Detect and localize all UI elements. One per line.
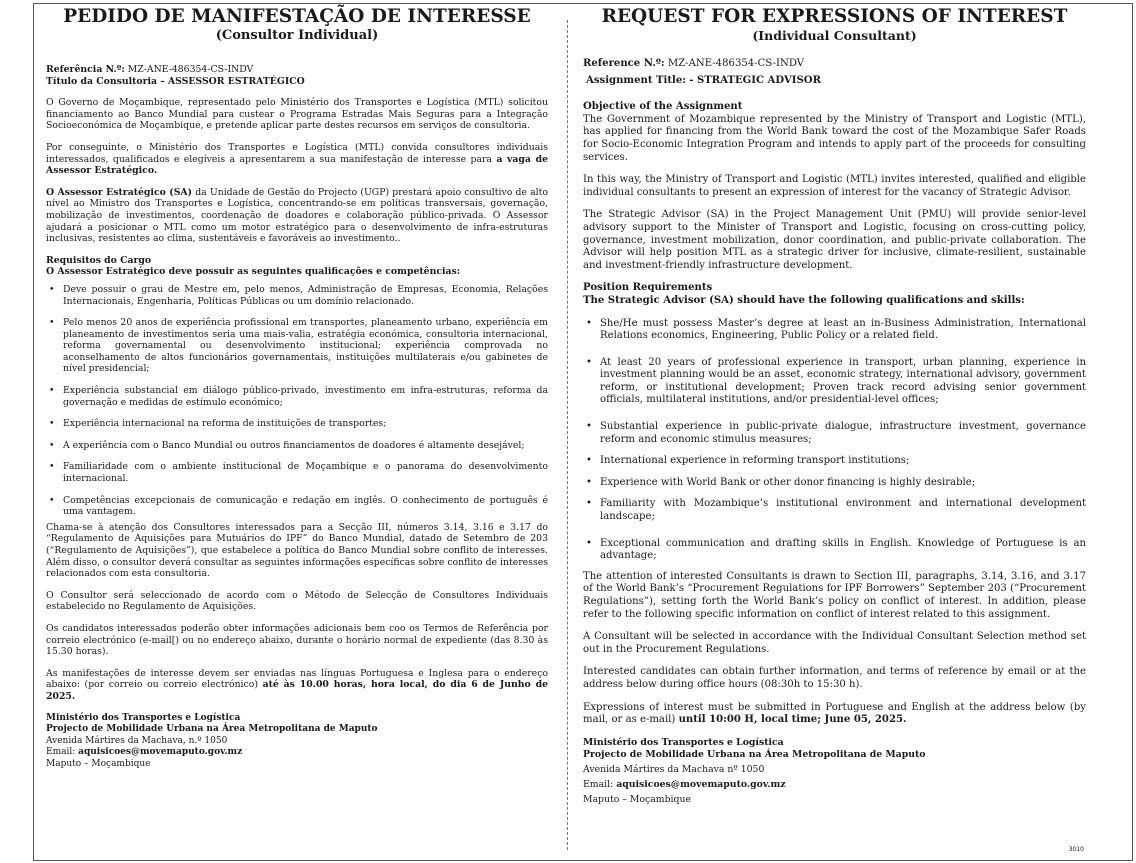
list-item: • She/He must possess Master’s degree at least an in-Business Administration, International Relations economics, Engineering, Public Policy or a related field.	[583, 318, 1086, 343]
portuguese-column	[46, 6, 548, 770]
pt-title: PEDIDO DE MANIFESTAÇÃO DE INTERESSE	[63, 6, 531, 27]
en-requirements-list	[583, 318, 1086, 563]
en-reference: Reference N.º: MZ-ANE-486354-CS-INDV	[583, 58, 805, 69]
en-assignment-title: Assignment Title: - STRATEGIC ADVISOR	[586, 74, 821, 86]
list-item: • Exceptional communication and drafting skills in English. Knowledge of Portuguese is an advantage;	[583, 538, 1086, 563]
list-item: • Competências excepcionais de comunicação e redação em inglês. O conhecimento de português é uma vantagem.	[46, 495, 548, 518]
en-paragraph-4: The attention of interested Consultants is drawn to Section III, paragraphs, 3.14, 3.16, and 3.17 of the World Bank’s “Procurement Regulations for IPF Borrowers” September 203 (“Procurement Regulations”), setting forth the World Bank’s policy on conflict of interest. In addition, please refer to the following specific information on conflict of interest related to this assignment.	[583, 570, 1086, 620]
list-item: • Pelo menos 20 anos de experiência profissional em transportes, planeamento urbano, experiência em planeamento de investimentos seria uma mais-valia, estratégia económica, consultoria internacional, reforma governamental ou desenvolvimento institucional; experiência comprovada no aconselhamento de altos funcionários governamentais, instituições multilaterais e/ou gabinetes de nível presidencial;	[46, 317, 548, 375]
pt-consult-title: Título da Consultoria – ASSESSOR ESTRATÉGICO	[46, 75, 305, 87]
en-paragraph-5: A Consultant will be selected in accordance with the Individual Consultant Selection method set out in the Procurement Regulations.	[583, 631, 1086, 655]
pt-signature-block: Ministério dos Transportes e Logística Projecto de Mobilidade Urbana na Área Metropolitana de Maputo Avenida Mártires da Machava, n.º 1050 Email: aquisicoes@movemaputo.gov.mz Maputo – Moçambique	[46, 712, 378, 769]
en-paragraph-1: The Government of Mozambique represented by the Ministry of Transport and Logistic (MTL), has applied for financing from the World Bank toward the cost of the Mozambique Safer Roads for Socio-Economic Integration Program and intends to apply part of the proceeds for consulting services.	[583, 113, 1086, 163]
list-item: • International experience in reforming transport institutions;	[583, 455, 1086, 468]
list-item: • Familiaridade com o ambiente institucional de Moçambique e o panorama do desenvolvimento internacional.	[46, 461, 548, 484]
pt-subtitle: (Consultor Individual)	[215, 28, 379, 43]
pt-paragraph-5: O Consultor será seleccionado de acordo com o Método de Selecção de Consultores Individuais estabelecido no Regulamento de Aquisições.	[46, 589, 548, 613]
en-subtitle: (Individual Consultant)	[752, 28, 917, 43]
list-item: • Experiência substancial em diálogo público-privado, investimento em infra-estruturas, reforma da governação e medidas de estímulo económico;	[46, 385, 548, 408]
en-paragraph-7: Expressions of interest must be submitted in Portuguese and English at the address below (by mail, or as e-mail) until 10:00 H, local time; June 05, 2025.	[583, 701, 1086, 726]
en-requirements-heading: Position Requirements	[583, 282, 713, 294]
column-divider	[567, 20, 568, 850]
en-title: REQUEST FOR EXPRESSIONS OF INTEREST	[601, 6, 1068, 27]
en-paragraph-3: The Strategic Advisor (SA) in the Project Management Unit (PMU) will provide senior-level advisory support to the Minister of Transport and Logistic, focusing on cross-cutting policy, governance, investment mobilization, donor coordination, and public-private collaboration. The Advisor will help position MTL as a strategic driver for inclusive, climate-resilient, sustainable and investment-friendly infrastructure development.	[583, 209, 1086, 271]
list-item: • A experiência com o Banco Mundial ou outros financiamentos de doadores é altamente desejável;	[46, 440, 548, 452]
list-item: • Familiarity with Mozambique’s institutional environment and international development landscape;	[583, 498, 1086, 523]
pt-reference: Referência N.º: MZ-ANE-486354-CS-INDV	[46, 64, 254, 75]
pt-paragraph-7: As manifestações de interesse devem ser enviadas nas línguas Portuguesa e Inglesa para o endereço abaixo: (por correio ou correio electrónico) até às 10.00 horas, hora local, do dia 6 de Junho de 2025.	[46, 667, 548, 702]
pt-requirements-list	[46, 284, 548, 518]
english-column	[583, 6, 1086, 806]
en-paragraph-2: In this way, the Ministry of Transport and Logistic (MTL) invites interested, qualified and eligible individual consultants to present an expression of interest for the vacancy of Strategic Advisor.	[583, 174, 1086, 198]
en-paragraph-6: Interested candidates can obtain further information, and terms of reference by email or at the address below during office hours (08:30h to 15:30 h).	[583, 666, 1086, 690]
pt-paragraph-6: Os candidatos interessados poderão obter informações adicionais bem coo os Termos de Referência por correio electrónico (e-mail[) ou no endereço abaixo, durante o horário normal de expediente (das 8.30 às 15.30 horas).	[46, 622, 548, 658]
list-item: • Deve possuir o grau de Mestre em, pelo menos, Administração de Empresas, Economia, Relações Internacionais, Engenharia, Políticas Públicas ou um domínio relacionado.	[46, 284, 548, 307]
pt-paragraph-4: Chama-se à atenção dos Consultores interessados para a Secção III, números 3.14, 3.16 e 3.17 do “Regulamento de Aquisições para Mutuários do IPF” do Banco Mundial, datado de Setembro de 203 (“Regulamento de Aquisições”), que estabelece a política do Banco Mundial sobre conflito de interesses. Além disso, o consultor deverá consultar as seguintes informações específicas sobre conflito de interesses relacionados com esta consultoria.	[46, 521, 548, 580]
list-item: • At least 20 years of professional experience in transport, urban planning, experience in investment planning would be an asset, economic strategy, international advisory, government reform, or institutional development; Proven track record advising senior government officials, multilateral institutions, and/or presidential-level offices;	[583, 357, 1086, 407]
pt-paragraph-2: Por conseguinte, o Ministério dos Transportes e Logística (MTL) convida consultores individuais interessados, qualificados e elegíveis a apresentarem a sua manifestação de interesse para a vaga de Assessor Estratégico.	[46, 141, 548, 177]
pt-requirements-heading: Requisitos do Cargo	[46, 254, 152, 266]
en-requirements-sub: The Strategic Advisor (SA) should have the following qualifications and skills:	[583, 294, 1025, 306]
pt-paragraph-3: O Assessor Estratégico (SA) da Unidade de Gestão do Projecto (UGP) prestará apoio consultivo de alto nível ao Ministro dos Transportes e Logística, concentrando-se em políticas transversais, governação, mobilização de investimentos, coordenação de doadores e colaboração público-privada. O Assessor ajudará a posicionar o MTL como um motor estratégico para o desenvolvimento de infra-estruturas inclusivas, resistentes ao clima, sustentáveis e favoráveis ao investimento..	[46, 186, 548, 245]
en-objective-heading: Objective of the Assignment	[583, 101, 743, 113]
page-number: 3010	[1068, 846, 1084, 853]
pt-paragraph-1: O Governo de Moçambique, representado pelo Ministério dos Transportes e Logística (MTL) solicitou financiamento ao Banco Mundial para custear o Programa Estradas Mais Seguras para a Integração Socioeconómica de Moçambique, e pretende aplicar parte destes recursos em serviços de consultoria.	[46, 97, 548, 132]
list-item: • Substantial experience in public-private dialogue, infrastructure investment, governance reform and economic stimulus measures;	[583, 421, 1086, 446]
pt-requirements-sub: O Assessor Estratégico deve possuir as seguintes qualificações e competências:	[46, 266, 461, 278]
en-signature-block: Ministério dos Transportes e Logística Projecto de Mobilidade Urbana na Área Metropolitana de Maputo Avenida Mártires da Machava nº 1050 Email: aquisicoes@movemaputo.gov.mz Maputo – Moçambique	[583, 736, 926, 805]
list-item: • Experiência internacional na reforma de instituições de transportes;	[46, 418, 548, 430]
list-item: • Experience with World Bank or other donor financing is highly desirable;	[583, 477, 1086, 490]
